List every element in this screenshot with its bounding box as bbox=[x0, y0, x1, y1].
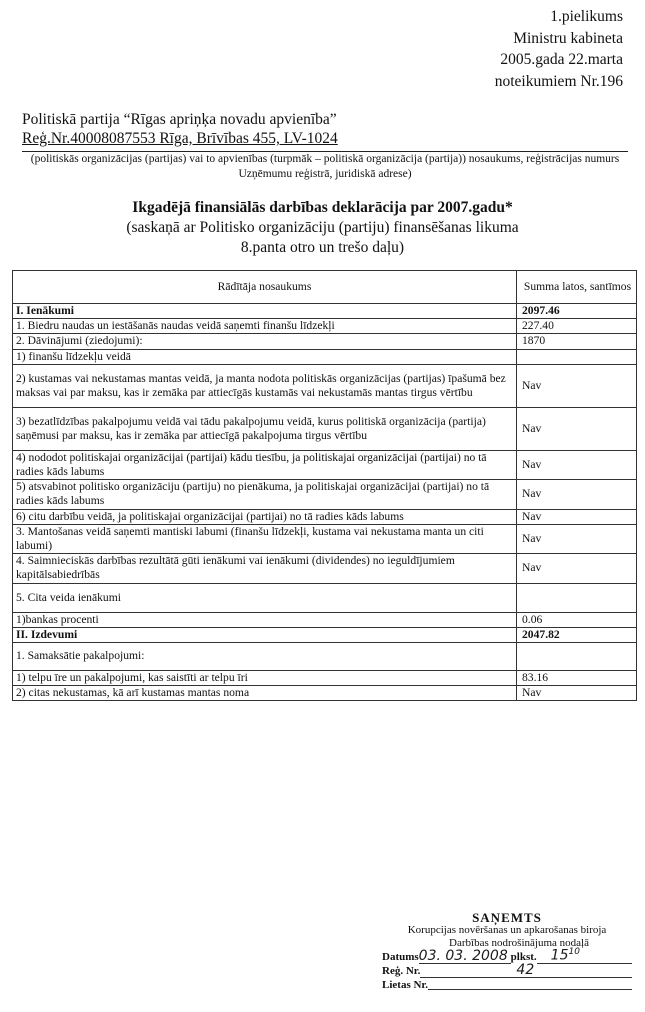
table-row bbox=[13, 612, 637, 627]
row-amount: Nav bbox=[517, 509, 637, 524]
annex-reference bbox=[495, 6, 623, 92]
header-name: Rādītāja nosaukums bbox=[13, 271, 517, 304]
stamp-organization: Korupcijas novēršanas un apkarošanas biroja bbox=[407, 924, 607, 936]
declaration-heading bbox=[0, 198, 645, 258]
row-label: 1) telpu īre un pakalpojumi, kas saistīti ar telpu īri bbox=[13, 671, 517, 686]
party-registration: Reģ.Nr.40008087553 Rīga, Brīvības 455, LV-1024 bbox=[22, 130, 338, 147]
table-row bbox=[13, 627, 637, 642]
row-amount: Nav bbox=[517, 407, 637, 450]
table-row bbox=[13, 407, 637, 450]
row-amount: Nav bbox=[517, 524, 637, 553]
table-row bbox=[13, 524, 637, 553]
stamp-date-row bbox=[382, 947, 632, 964]
table-row bbox=[13, 334, 637, 349]
declaration-title: Ikgadējā finansiālās darbības deklarācija par 2007.gadu* bbox=[132, 199, 513, 216]
stamp-time bbox=[537, 946, 632, 964]
row-label: 3) bezatlīdzības pakalpojumu veidā vai tādu pakalpojumu veidā, kurus politiskā organizācija (partija) saņēmusi par maksu, kas ir zemāka par attiecīgā pakalpojuma tirgus vērtību bbox=[13, 407, 517, 450]
header-amount: Summa latos, santīmos bbox=[517, 271, 637, 304]
table-row bbox=[13, 480, 637, 509]
row-amount bbox=[517, 643, 637, 671]
table-row bbox=[13, 583, 637, 612]
stamp-reg-label: Reģ. Nr. bbox=[382, 965, 421, 977]
row-amount: Nav bbox=[517, 480, 637, 509]
row-label: 2. Dāvinājumi (ziedojumi): bbox=[13, 334, 517, 349]
row-label: 3. Mantošanas veidā saņemti mantiski labumi (finanšu līdzekļi, kustama vai nekustama manta un citi labumi) bbox=[13, 524, 517, 553]
row-amount: Nav bbox=[517, 450, 637, 479]
row-label: II. Izdevumi bbox=[13, 627, 517, 642]
table-row bbox=[13, 319, 637, 334]
row-label: 1) finanšu līdzekļu veidā bbox=[13, 349, 517, 364]
row-amount: 227.40 bbox=[517, 319, 637, 334]
row-label: 5) atsvabinot politisko organizāciju (partiju) no pienākuma, ja politiskajai organizācijai (partijai) no tā radies kāds labums bbox=[13, 480, 517, 509]
stamp-time-minutes: 10 bbox=[568, 947, 580, 958]
table-row bbox=[13, 364, 637, 407]
row-label: 4) nododot politiskajai organizācijai (partijai) kādu tiesību, ja politiskajai organizācijai (partijai) no tā radies kāds labums bbox=[13, 450, 517, 479]
annex-line-3: 2005.gada 22.marta bbox=[500, 51, 623, 68]
row-label: 4. Saimnieciskās darbības rezultātā gūti ienākumi vai ienākumi (dividendes) no ieguldījumiem kapitālsabiedrībās bbox=[13, 554, 517, 583]
row-label: 5. Cita veida ienākumi bbox=[13, 583, 517, 612]
row-amount: 2097.46 bbox=[517, 304, 637, 319]
table-row bbox=[13, 643, 637, 671]
table-row bbox=[13, 450, 637, 479]
stamp-department: Darbības nodrošinājuma nodaļā bbox=[449, 937, 589, 949]
stamp-case-line bbox=[428, 988, 632, 990]
row-amount: Nav bbox=[517, 554, 637, 583]
financial-table bbox=[12, 270, 637, 701]
stamp-case-label: Lietas Nr. bbox=[382, 979, 429, 991]
stamp-time-label: plkst. bbox=[510, 951, 537, 963]
row-label: 6) citu darbību veidā, ja politiskajai organizācijai (partijai) no tā radies kāds labums bbox=[13, 509, 517, 524]
stamp-case-row bbox=[382, 978, 632, 992]
row-label: 2) citas nekustamas, kā arī kustamas mantas noma bbox=[13, 686, 517, 701]
stamp-reg-value: 42 bbox=[420, 964, 632, 978]
row-label: 1. Samaksātie pakalpojumi: bbox=[13, 643, 517, 671]
table-row bbox=[13, 304, 637, 319]
declaration-subtitle-2: 8.panta otro un trešo daļu) bbox=[240, 239, 405, 256]
stamp-title: SAŅEMTS bbox=[472, 910, 542, 925]
annex-line-4: noteikumiem Nr.196 bbox=[494, 72, 623, 90]
table-row bbox=[13, 349, 637, 364]
annex-line-2: Ministru kabineta bbox=[513, 29, 623, 47]
table-row bbox=[13, 671, 637, 686]
party-name: Politiskā partija “Rīgas apriņķa novadu apvienība” bbox=[22, 111, 337, 128]
stamp-reg-row bbox=[382, 964, 632, 978]
party-info bbox=[22, 110, 338, 148]
table-row bbox=[13, 554, 637, 583]
row-amount bbox=[517, 583, 637, 612]
row-label: 1)bankas procenti bbox=[13, 612, 517, 627]
stamp-date-label: Datums bbox=[382, 951, 419, 963]
annex-line-1: 1.pielikums bbox=[550, 8, 623, 25]
received-stamp bbox=[382, 911, 632, 992]
row-amount: Nav bbox=[517, 364, 637, 407]
table-header-row bbox=[13, 271, 637, 304]
row-label: 2) kustamas vai nekustamas mantas veidā, ja manta nodota politiskās organizācijas (partijas) īpašumā bez maksas vai par maksu, kas ir zemāka par attiecīgās kustamās vai nekustamās mantas tirgus vērtību bbox=[13, 364, 517, 407]
row-amount: 0.06 bbox=[517, 612, 637, 627]
stamp-time-value: 15 bbox=[550, 948, 569, 964]
declaration-subtitle-1: (saskaņā ar Politisko organizāciju (partiju) finansēšanas likuma bbox=[126, 219, 519, 236]
table-row bbox=[13, 686, 637, 701]
stamp-date-value: 03. 03. 2008 bbox=[419, 950, 511, 964]
row-label: 1. Biedru naudas un iestāšanās naudas veidā saņemti finanšu līdzekļi bbox=[13, 319, 517, 334]
party-caption: (politiskās organizācijas (partijas) vai to apvienības (turpmāk – politiskā organizācija (partija)) nosaukums, reģistrācijas numurs Uzņēmumu reģistrā, juridiskā adrese) bbox=[30, 153, 620, 180]
row-amount: Nav bbox=[517, 686, 637, 701]
row-amount bbox=[517, 349, 637, 364]
table-row bbox=[13, 509, 637, 524]
row-label: I. Ienākumi bbox=[13, 304, 517, 319]
row-amount: 83.16 bbox=[517, 671, 637, 686]
row-amount: 1870 bbox=[517, 334, 637, 349]
row-amount: 2047.82 bbox=[517, 627, 637, 642]
